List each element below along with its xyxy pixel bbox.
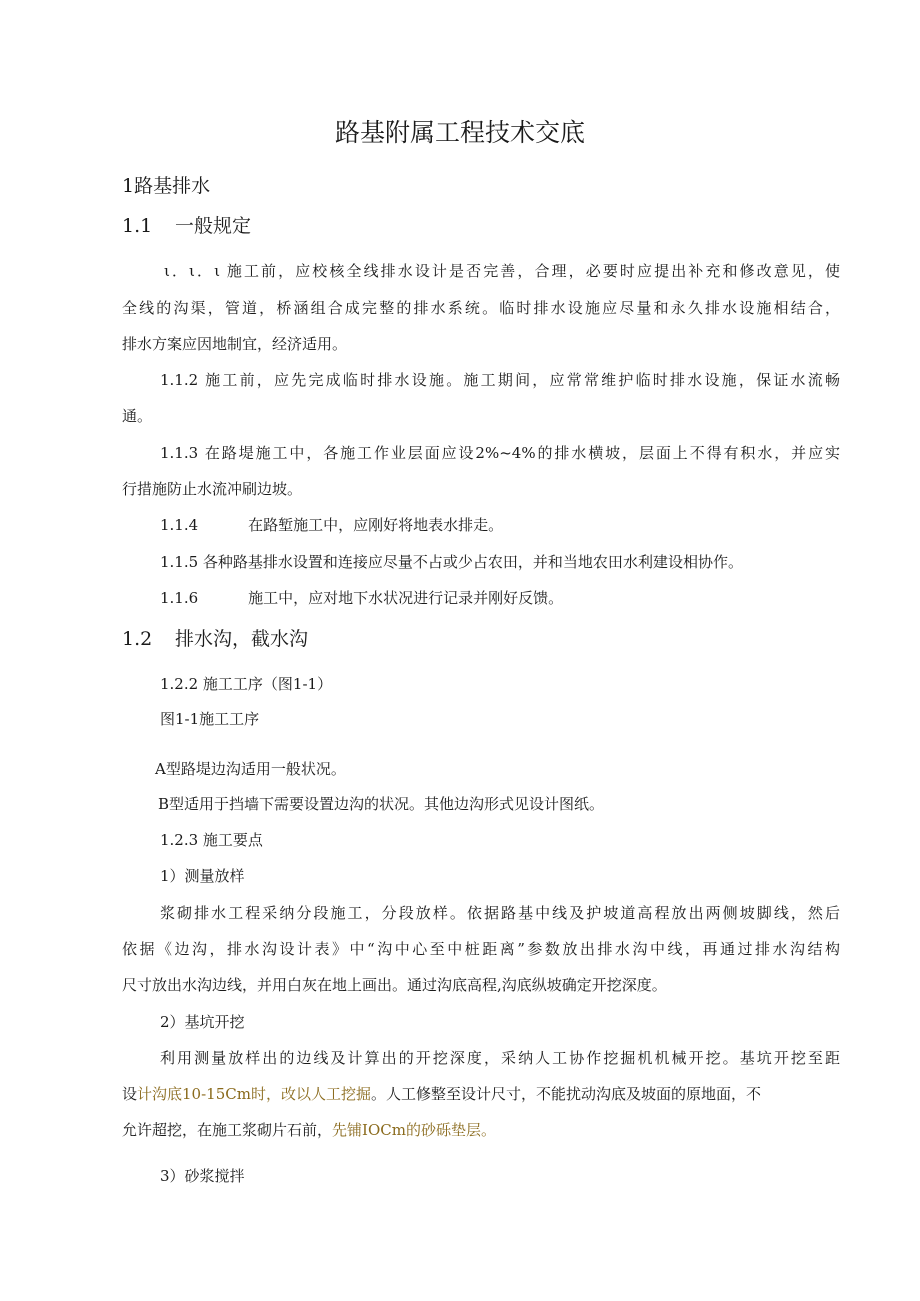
figure-caption: 图1-1施工工序: [160, 710, 260, 728]
paragraph-line: 排水方案应因地制宜，经济适用。: [122, 335, 348, 353]
text-run: 。人工修整至设计尺寸，不能扰动沟底及坡面的原地面，不: [370, 1085, 761, 1103]
highlighted-text: 先铺IOCm的砂砾垫层。: [332, 1121, 496, 1139]
paragraph-1-1-6: [160, 588, 563, 608]
text-run: 允许超挖，在施工浆砌片石前，: [122, 1121, 333, 1139]
paragraph-line: 浆砌排水工程采纳分段施工，分段放样。依据路基中线及护坡道高程放出两侧坡脚线，然后: [160, 904, 840, 922]
section-heading-1-1: [122, 213, 251, 239]
section-heading-1: 1路基排水: [122, 175, 211, 197]
item-heading: 2）基坑开挖: [160, 1013, 245, 1031]
clause-number: 1.1.4: [160, 516, 199, 534]
paragraph-line: 1.1.3 在路堤施工中，各施工作业层面应设2%~4%的排水横坡，层面上不得有积水，并应实: [160, 444, 840, 462]
paragraph-1-1-4: [160, 515, 503, 535]
paragraph-line: ι．ι．ι 施工前，应校核全线排水设计是否完善，合理，必要时应提出补充和修改意见，使: [164, 262, 840, 280]
paragraph-line: [122, 1084, 761, 1104]
type-b-note: B型适用于挡墙下需要设置边沟的状况。其他边沟形式见设计图纸。: [158, 795, 605, 813]
paragraph-1-1-5: 1.1.5 各种路基排水设置和连接应尽量不占或少占农田，并和当地农田水利建设相协作。: [160, 553, 743, 571]
section-heading-1-2: [122, 626, 308, 652]
paragraph-line: 全线的沟渠，管道，桥涵组合成完整的排水系统。临时排水设施应尽量和永久排水设施相结合，: [122, 299, 840, 317]
section-label: 排水沟，截水沟: [175, 628, 309, 650]
item-heading: 1）测量放样: [160, 867, 245, 885]
clause-text: 在路堑施工中，应刚好将地表水排走。: [248, 516, 504, 534]
type-a-note: A型路堤边沟适用一般状况。: [155, 760, 346, 778]
paragraph-1-2-3: 1.2.3 施工要点: [160, 831, 263, 849]
text-run: 设: [122, 1085, 138, 1103]
section-label: 一般规定: [175, 215, 252, 237]
paragraph-line: 1.1.2 施工前，应先完成临时排水设施。施工期间，应常常维护临时排水设施，保证水流畅: [160, 371, 840, 389]
clause-number: 1.1.6: [160, 589, 199, 607]
paragraph-line: 行措施防止水流冲刷边坡。: [122, 480, 303, 498]
clause-text: 施工中，应对地下水状况进行记录并刚好反馈。: [248, 589, 564, 607]
paragraph-line: 通。: [122, 407, 153, 425]
paragraph-line: [122, 1120, 496, 1140]
section-number: 1.2: [122, 628, 153, 650]
paragraph-line: 尺寸放出水沟边线，并用白灰在地上画出。通过沟底高程,沟底纵坡确定开挖深度。: [122, 976, 667, 994]
section-number: 1.1: [122, 215, 153, 237]
paragraph-line: 依据《边沟，排水沟设计表》中“沟中心至中桩距离”参数放出排水沟中线，再通过排水沟结构: [122, 940, 840, 958]
paragraph-line: 利用测量放样出的边线及计算出的开挖深度，采纳人工协作挖掘机机械开挖。基坑开挖至距: [160, 1049, 840, 1067]
paragraph-1-2-2: 1.2.2 施工工序（图1-1）: [160, 675, 333, 693]
item-heading: 3）砂浆搅拌: [160, 1167, 245, 1185]
highlighted-text: 计沟底10-15Cm时，改以人工挖掘: [137, 1085, 371, 1103]
page-title: 路基附属工程技术交底: [334, 118, 585, 147]
